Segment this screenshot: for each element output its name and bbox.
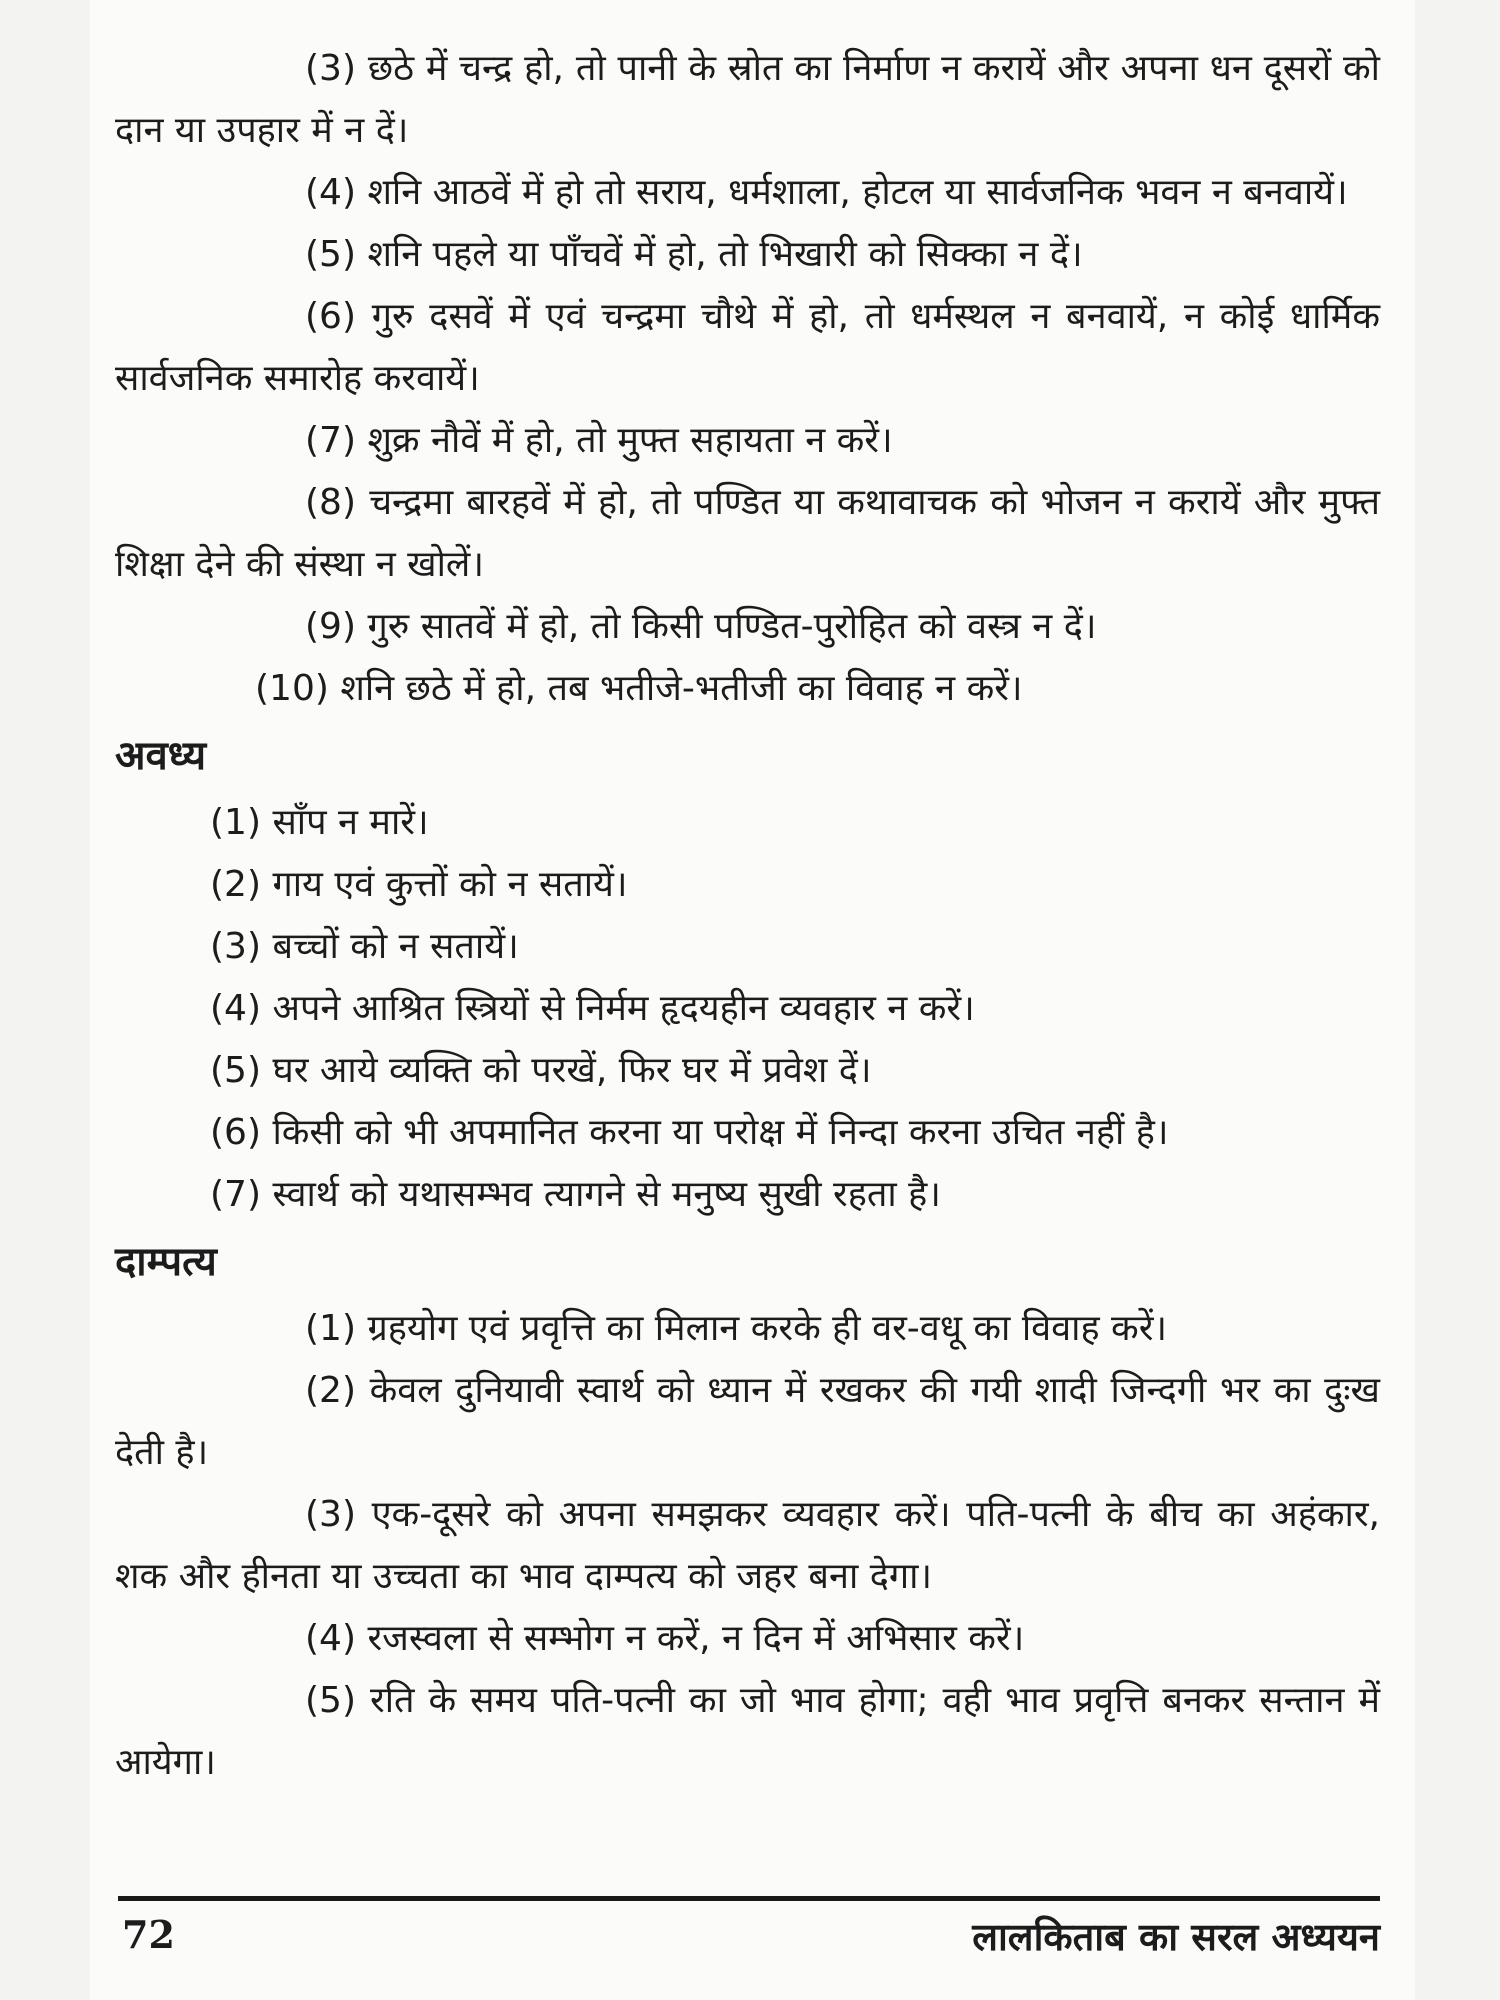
page-number: 72 <box>122 1912 175 1957</box>
item-number: (8) <box>305 482 356 523</box>
item-text: गुरु सातवें में हो, तो किसी पण्डित-पुरोहित को वस्त्र न दें। <box>367 606 1097 647</box>
dampatya-item <box>115 1484 1380 1608</box>
upay-item <box>115 658 1380 720</box>
dampatya-item <box>115 1298 1380 1360</box>
item-number: (4) <box>210 988 261 1029</box>
item-text: केवल दुनियावी स्वार्थ को ध्यान में रखकर की गयी शादी जिन्दगी भर का दुःख देती है। <box>115 1370 1380 1473</box>
item-number: (3) <box>305 48 356 89</box>
dampatya-item <box>115 1360 1380 1484</box>
avadhya-item <box>115 792 1380 854</box>
avadhya-item <box>115 1102 1380 1164</box>
item-number: (10) <box>255 668 329 709</box>
item-text: किसी को भी अपमानित करना या परोक्ष में निन्दा करना उचित नहीं है। <box>272 1112 1169 1153</box>
item-text: शुक्र नौवें में हो, तो मुफ्त सहायता न करें। <box>367 420 893 461</box>
item-text: बच्चों को न सतायें। <box>272 926 519 967</box>
item-number: (6) <box>305 296 356 337</box>
avadhya-item <box>115 978 1380 1040</box>
running-footer-title: लालकिताब का सरल अध्ययन <box>972 1915 1380 1959</box>
item-number: (4) <box>305 172 356 213</box>
page-content <box>115 38 1380 1794</box>
item-text: शनि आठवें में हो तो सराय, धर्मशाला, होटल या सार्वजनिक भवन न बनवायें। <box>367 172 1348 213</box>
item-text: एक-दूसरे को अपना समझकर व्यवहार करें। पति-पत्नी के बीच का अहंकार, शक और हीनता या उच्चता का भाव दाम्पत्य को जहर बना देगा। <box>115 1494 1380 1597</box>
item-text: छठे में चन्द्र हो, तो पानी के स्रोत का निर्माण न करायें और अपना धन दूसरों को दान या उपहार में न दें। <box>115 48 1380 151</box>
item-text: गाय एवं कुत्तों को न सतायें। <box>272 864 628 905</box>
upay-item <box>115 162 1380 224</box>
dampatya-item <box>115 1608 1380 1670</box>
item-text: स्वार्थ को यथासम्भव त्यागने से मनुष्य सुखी रहता है। <box>272 1174 941 1215</box>
item-number: (2) <box>210 864 261 905</box>
avadhya-item <box>115 854 1380 916</box>
item-number: (7) <box>210 1174 261 1215</box>
item-text: चन्द्रमा बारहवें में हो, तो पण्डित या कथावाचक को भोजन न करायें और मुफ्त शिक्षा देने की संस्था न खोलें। <box>115 482 1380 585</box>
upay-item <box>115 224 1380 286</box>
item-number: (2) <box>305 1370 356 1411</box>
dampatya-item <box>115 1670 1380 1794</box>
upay-item <box>115 472 1380 596</box>
item-number: (3) <box>305 1494 356 1535</box>
item-text: रजस्वला से सम्भोग न करें, न दिन में अभिसार करें। <box>367 1618 1025 1659</box>
upay-item <box>115 286 1380 410</box>
item-text: गुरु दसवें में एवं चन्द्रमा चौथे में हो, तो धर्मस्थल न बनवायें, न कोई धार्मिक सार्वजनिक समारोह करवायें। <box>115 296 1380 399</box>
avadhya-item <box>115 1164 1380 1226</box>
item-number: (4) <box>305 1618 356 1659</box>
item-number: (5) <box>305 1680 356 1721</box>
item-number: (7) <box>305 420 356 461</box>
upay-item <box>115 38 1380 162</box>
section-heading-avadhya: अवध्य <box>115 733 207 779</box>
footer-rule <box>118 1896 1380 1901</box>
item-text: साँप न मारें। <box>272 802 429 843</box>
item-number: (1) <box>305 1308 356 1349</box>
item-number: (1) <box>210 802 261 843</box>
upay-item <box>115 410 1380 472</box>
item-number: (3) <box>210 926 261 967</box>
item-number: (5) <box>210 1050 261 1091</box>
item-text: अपने आश्रित स्त्रियों से निर्मम हृदयहीन व्यवहार न करें। <box>272 988 975 1029</box>
item-number: (6) <box>210 1112 261 1153</box>
avadhya-item <box>115 1040 1380 1102</box>
item-number: (9) <box>305 606 356 647</box>
upay-item <box>115 596 1380 658</box>
section-heading-dampatya: दाम्पत्य <box>115 1239 217 1285</box>
item-text: शनि पहले या पाँचवें में हो, तो भिखारी को सिक्का न दें। <box>367 234 1083 275</box>
item-text: शनि छठे में हो, तब भतीजे-भतीजी का विवाह न करें। <box>340 668 1023 709</box>
item-text: घर आये व्यक्ति को परखें, फिर घर में प्रवेश दें। <box>272 1050 872 1091</box>
item-text: रति के समय पति-पत्नी का जो भाव होगा; वही भाव प्रवृत्ति बनकर सन्तान में आयेगा। <box>115 1680 1380 1783</box>
avadhya-item <box>115 916 1380 978</box>
item-number: (5) <box>305 234 356 275</box>
item-text: ग्रहयोग एवं प्रवृत्ति का मिलान करके ही वर-वधू का विवाह करें। <box>367 1308 1168 1349</box>
